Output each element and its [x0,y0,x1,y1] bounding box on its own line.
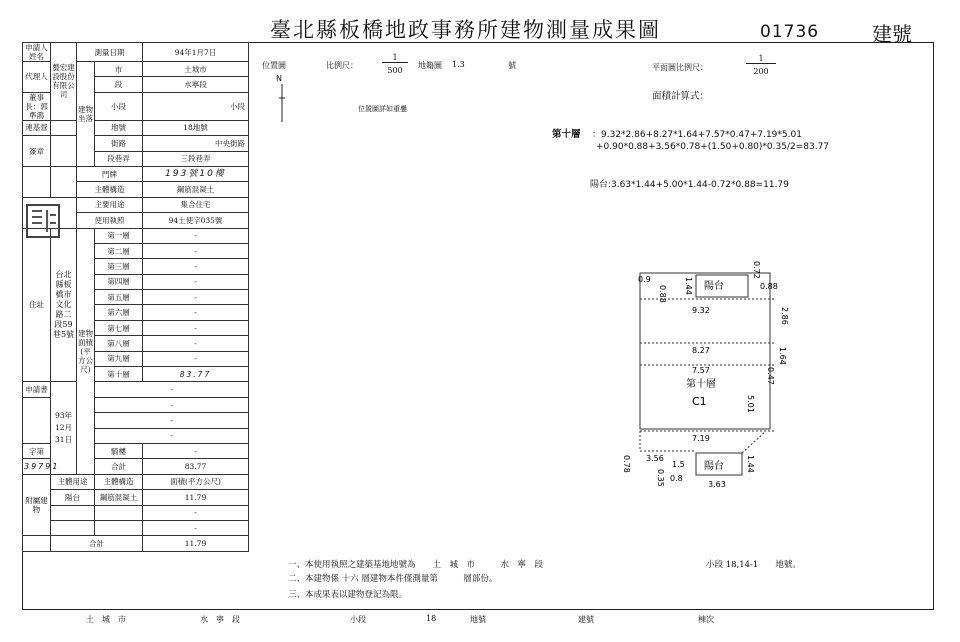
note-1: 一、本使用執照之建築基地地號為 土 城 市 水 寧 段 [288,560,544,570]
floor-plan-drawing [600,255,800,495]
agent-name: 董事長：郭準鴻 [23,92,51,120]
dim-3: 0.72 [752,261,761,279]
scale-numerator: 1 [382,53,408,63]
apply-day: 31日 [54,435,73,445]
floor-5-value: - [143,290,249,305]
location-map-label: 位置圖 [262,61,286,70]
floor-6-label: 第六層 [95,305,143,320]
section-value: 三段巷弄 [143,151,249,166]
plan-bottom-balcony-label: 陽台 [704,461,724,472]
floor-2-value: - [143,243,249,258]
floor-10-value: 83.77 [143,367,249,382]
dim-12: 7.19 [692,434,710,443]
structure-label: 主體構造 [77,182,143,197]
roof-value: - [143,443,249,458]
note-3: 三、本成果表以建物登記為限。 [288,590,408,600]
floor-4-label: 第四層 [95,274,143,289]
floor-1-value: - [143,228,249,243]
lot-label: 地號 [95,120,143,135]
attach-purpose-label: 主體用途 [51,474,95,489]
dim-5: 9.32 [692,306,710,315]
floor-3-label: 第三層 [95,259,143,274]
note-2: 二、本建物係 十六 層建物本件僅測量第 層部份。 [288,574,498,584]
location-vertical-label: 建物坐落 [77,62,95,167]
formula-title: 面積計算式： [652,91,710,102]
formula-line-2: +0.90*0.88+3.56*0.78+(1.50+0.80)*0.35/2=83.77 [596,142,830,152]
location-note: 位置圖詳如重疊 [358,105,407,113]
seal-label: 簽章 [23,136,51,167]
attach-area-value: 11.79 [143,490,249,505]
north-label: N [276,74,282,83]
dim-13: 0.78 [622,455,631,473]
scale-label: 比例尺： [326,61,358,70]
dim-11: 5.01 [746,395,755,413]
dim-6: 2.86 [780,307,789,325]
attach-name: 陽台 [51,490,95,505]
dim-7: 8.27 [692,346,710,355]
floor-5-label: 第五層 [95,290,143,305]
scale-denominator: 500 [387,66,403,75]
plan-floor-label: 第十層 [686,379,716,390]
formula-line-1: ：9.32*2.86+8.27*1.64+7.57*0.47+7.19*5.01 [592,130,802,140]
map-sheet-number: 1.3 [452,60,465,69]
dim-17: 0.35 [656,469,665,487]
balcony-formula: 陽台:3.63*1.44+5.00*1.44-0.72*0.88=11.79 [590,180,789,190]
attach-label: 附屬建物 [23,474,51,536]
blank-row-3: - [95,413,249,428]
floor-1-label: 第一層 [95,228,143,243]
door-value: 193號10樓 [143,166,249,181]
dim-14: 3.56 [646,454,664,463]
agent2-name: 連基營 [23,120,51,135]
floor10-formula-label: 第十層 [552,129,581,140]
city-label: 市 [95,62,143,77]
apply-no: 39791 [23,459,51,474]
total-value: 83.77 [143,459,249,474]
roof-label: 騎樓 [95,443,143,458]
attach-structure-label: 主體構造 [95,474,143,489]
floors-area-label: 建物面積(平方公尺) [77,228,95,474]
attach-area-label: 面積(平方公尺) [143,474,249,489]
floor-8-value: - [143,336,249,351]
survey-date-label: 測量日期 [77,43,143,62]
attach-total-value: 11.79 [143,536,249,551]
floor-7-label: 第七層 [95,320,143,335]
attach-blank-2: - [143,520,249,535]
dim-4: 0.88 [760,282,778,291]
plan-scale-denominator: 200 [753,67,769,76]
section-label: 段巷弄 [95,151,143,166]
floor-3-value: - [143,259,249,274]
survey-date: 94年1月7日 [143,43,249,62]
blank-row-4: - [95,428,249,443]
note-1-tail: 小段 18,14-1 地號。 [706,560,801,570]
blank-row-1: - [95,382,249,397]
apply-no-label: 字第 [23,443,51,458]
lot-value: 18地號 [143,120,249,135]
license-value: 94土使字035號 [143,213,249,228]
left-data-table [22,42,249,552]
floor-4-value: - [143,274,249,289]
north-arrow-icon [278,82,286,124]
document-number: 01736 [760,22,820,42]
dim-0: 0.9 [638,275,651,284]
footer-subdistrict: 小段 [350,615,366,624]
floor-10-label: 第十層 [95,367,143,382]
applicant-name: 藝宏建設股份有限公司 [51,43,77,121]
dim-10: 0.47 [766,367,775,385]
application-label: 申請書 [23,382,51,397]
apply-month: 12月 [54,423,73,433]
plan-top-balcony-label: 陽台 [704,281,724,292]
structure-value: 鋼筋混凝土 [143,182,249,197]
dim-1: 0.88 [658,285,667,303]
use-label: 主要用途 [77,197,143,212]
license-label: 使用執照 [77,213,143,228]
dim-19: 3.63 [708,480,726,489]
district-label: 段 [95,77,143,92]
agent-label: 代理人 [23,62,51,93]
street-label: 街路 [95,136,143,151]
attach-total-label: 合計 [51,536,143,551]
plan-scale-numerator: 1 [746,54,776,64]
footer-building: 棟次 [698,615,714,624]
floor-9-value: - [143,351,249,366]
attach-blank-1: - [143,505,249,520]
application-date [51,382,77,474]
dim-8: 1.64 [778,347,787,365]
floor-9-label: 第九層 [95,351,143,366]
dim-18: 0.8 [670,474,683,483]
city-value: 土城市 [143,62,249,77]
apply-year: 93年 [54,411,73,421]
map-sheet-label: 地籍圖 [418,61,442,70]
total-label: 合計 [95,459,143,474]
dim-15: 1.5 [672,460,685,469]
floor-6-value: - [143,305,249,320]
dim-16: 1.44 [746,455,755,473]
district-value: 水寧段 [143,77,249,92]
document-title: 臺北縣板橋地政事務所建物測量成果圖 [270,18,661,42]
applicant-label: 申請人姓名 [23,43,51,62]
blank-row-2: - [95,397,249,412]
use-value: 集合住宅 [143,197,249,212]
subdistrict-value: 小段 [143,92,249,120]
plan-scale-label: 平面圖比例尺： [652,63,708,72]
footer-district: 水 寧 段 [200,615,240,624]
subdistrict-label: 小段 [95,92,143,120]
dim-2: 1.44 [684,277,693,295]
address-value: 台北縣板橋市文化路二段59巷5號 [51,228,77,382]
building-number-label: 建號 [872,22,912,46]
floor-8-label: 第八層 [95,336,143,351]
seal-stamp-icon [26,204,60,238]
address-label: 住址 [23,228,51,382]
plan-unit-label: C1 [692,395,707,408]
footer-lot-label: 地號 [470,615,486,624]
footer-city: 土 城 市 [86,615,126,624]
dim-9: 7.57 [692,366,710,375]
footer-lot: 18 [426,614,437,623]
floor-2-label: 第二層 [95,243,143,258]
footer-jian: 建號 [578,615,594,624]
map-sheet-suffix: 號 [508,61,516,70]
floor-7-value: - [143,320,249,335]
attach-structure-value: 鋼筋混凝土 [95,490,143,505]
door-label: 門牌 [77,166,143,181]
street-value: 中央街路 [143,136,249,151]
